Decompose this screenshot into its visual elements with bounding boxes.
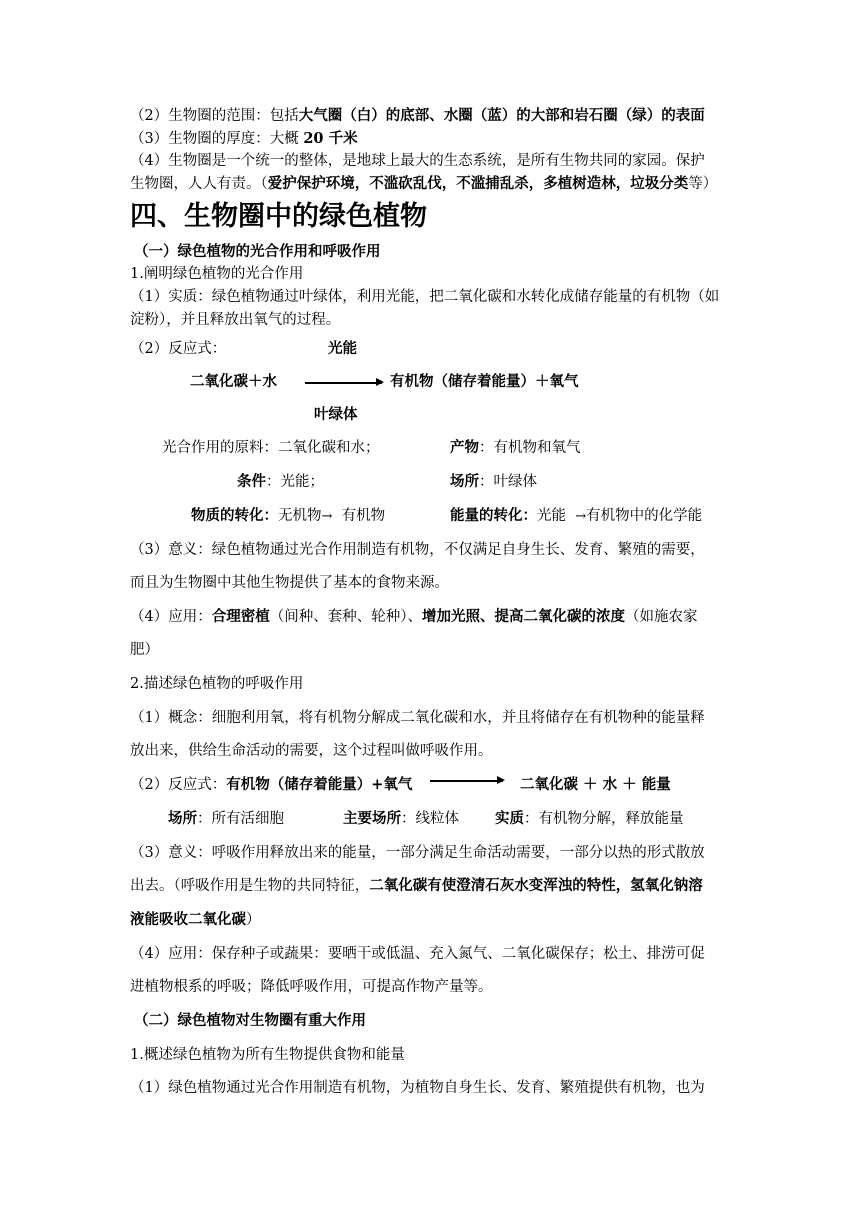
paragraph-line: （3）意义：绿色植物通过光合作用制造有机物，不仅满足自身生长、发育、繁殖的需要， <box>130 542 705 558</box>
paragraph-line <box>130 876 703 896</box>
point-title: 2.描述绿色植物的呼吸作用 <box>130 676 304 692</box>
text: ） <box>246 912 261 928</box>
equation-reactants: 二氧化碳＋水 <box>190 373 277 390</box>
fact-sep: ： <box>479 440 494 456</box>
fact-label: 场所 <box>450 473 479 490</box>
fact-sep: ： <box>263 507 278 524</box>
subsection-heading: （二）绿色植物对生物圈有重大作用 <box>134 1012 366 1029</box>
biosphere-protect-line <box>130 174 717 194</box>
paragraph-line: （4）应用：保存种子或蔬果：要晒干或低温、充入氮气、二氧化碳保存；松土、排涝可促 <box>130 946 705 962</box>
fact-label: 光合作用的原料 <box>162 440 264 456</box>
fact-matter-conversion <box>191 506 385 527</box>
equation-products: 有机物（储存着能量）＋氧气 <box>390 373 579 390</box>
equation-reactants: 有机物（储存着能量）+氧气 <box>226 776 413 793</box>
paragraph-line: 进植物根系的呼吸；降低呼吸作用，可提高作物产量等。 <box>130 979 493 995</box>
section-heading: 四、生物圈中的绿色植物 <box>130 201 427 232</box>
fact-label: 场所 <box>168 810 197 827</box>
equation-products: 二氧化碳 ＋ 水 ＋ 能量 <box>520 776 671 793</box>
point-title: 1.概述绿色植物为所有生物提供食物和能量 <box>130 1047 405 1063</box>
paragraph-line: 而且为生物圈中其他生物提供了基本的食物来源。 <box>130 575 449 591</box>
fact-sep: ： <box>522 507 537 524</box>
text: （4）应用： <box>130 609 212 625</box>
text: （2）生物圈的范围：包括 <box>130 108 299 124</box>
text: 出去。（呼吸作用是生物的共同特征， <box>130 878 370 894</box>
fact-label: 条件 <box>237 473 266 490</box>
reaction-arrow <box>430 780 503 782</box>
fact-raw-materials <box>162 438 380 458</box>
fact-value: 有机物 <box>341 508 386 524</box>
point-title: 1.阐明绿色植物的光合作用 <box>130 266 304 282</box>
fact-value: 二氧化碳和水； <box>278 440 380 456</box>
text: 生物圈，人人有责。（ <box>130 176 268 192</box>
application-line <box>130 607 697 627</box>
bold-text: 液能吸收二氧化碳 <box>130 911 246 928</box>
fact-value: 线粒体 <box>415 811 459 827</box>
bold-text: 合理密植 <box>211 608 270 625</box>
biosphere-whole-line <box>130 151 705 171</box>
paragraph-line: （1）实质：绿色植物通过叶绿体，利用光能，把二氧化碳和水转化成储存能量的有机物（如 <box>130 289 720 305</box>
text: 等） <box>688 176 718 192</box>
paragraph-line <box>130 910 261 930</box>
text: （3）生物圈的厚度：大概 <box>130 131 304 147</box>
arrow-icon: → <box>321 509 333 524</box>
biosphere-range-line <box>130 106 705 126</box>
fact-sep: ： <box>479 474 494 490</box>
paragraph-line: 淀粉），并且释放出氧气的过程。 <box>130 312 341 328</box>
text: （如施农家 <box>624 609 698 625</box>
bold-text: 爱护保护环境，不滥砍乱伐，不滥捕乱杀，多植树造林，垃圾分类 <box>267 175 689 192</box>
fact-essence <box>495 809 684 829</box>
fact-label: 实质 <box>495 810 524 827</box>
reaction-arrow <box>305 382 382 384</box>
fact-value: 叶绿体 <box>493 474 537 490</box>
text: （间种、套种、轮种）、 <box>269 609 422 625</box>
fact-label: 产物 <box>450 439 479 456</box>
subsection-heading: （一）绿色植物的光合作用和呼吸作用 <box>134 243 381 260</box>
paragraph-line: （1）绿色植物通过光合作用制造有机物，为植物自身生长、发育、繁殖提供有机物，也为 <box>130 1080 705 1096</box>
text: （4）生物圈是一个统一的整体，是地球上最大的生态系统，是所有生物共同的家园。保护 <box>130 153 705 169</box>
fact-energy-conversion <box>450 506 702 527</box>
fact-value: 所有活细胞 <box>211 811 284 827</box>
paragraph-line: 放出来，供给生命活动的需要，这个过程叫做呼吸作用。 <box>130 743 493 759</box>
equation-condition-chlorophyll: 叶绿体 <box>314 406 358 423</box>
fact-site <box>450 472 537 492</box>
fact-label: 物质的转化 <box>191 507 264 524</box>
paragraph-line: 肥） <box>130 642 159 658</box>
bold-text: 二氧化碳有使澄清石灰水变浑浊的特性，氢氧化钠溶 <box>369 877 703 894</box>
fact-value: 有机物中的化学能 <box>586 508 703 524</box>
fact-sep: ： <box>263 440 278 456</box>
arrow-icon: → <box>575 509 587 524</box>
fact-value: 无机物 <box>278 508 322 524</box>
fact-value: 光能 <box>537 508 566 524</box>
fact-value: 光能； <box>280 474 324 490</box>
bold-text: 增加光照、提高二氧化碳的浓度 <box>421 608 625 625</box>
paragraph-line: （3）意义：呼吸作用释放出来的能量，一部分满足生命活动需要，一部分以热的形式散放 <box>130 845 705 861</box>
fact-products <box>450 438 581 458</box>
fact-site <box>168 809 284 829</box>
fact-main-site <box>343 809 459 829</box>
fact-conditions <box>237 472 324 492</box>
fact-label: 能量的转化 <box>450 507 523 524</box>
fact-sep: ： <box>401 811 416 827</box>
fact-value: 有机物分解，释放能量 <box>538 811 684 827</box>
fact-sep: ： <box>524 811 539 827</box>
respiration-equation <box>130 775 412 795</box>
fact-sep: ： <box>266 474 281 490</box>
bold-text: 20 千米 <box>303 130 358 147</box>
equation-label: （2）反应式： <box>130 777 227 793</box>
paragraph-line: （1）概念：细胞利用氧，将有机物分解成二氧化碳和水，并且将储存在有机物种的能量释 <box>130 710 705 726</box>
equation-condition-light: 光能 <box>328 340 357 357</box>
equation-label: （2）反应式： <box>130 341 227 357</box>
fact-sep: ： <box>197 811 212 827</box>
fact-label: 主要场所 <box>343 810 401 827</box>
bold-text: 大气圈（白）的底部、水圈（蓝）的大部和岩石圈（绿）的表面 <box>298 107 705 124</box>
biosphere-thickness-line <box>130 129 358 149</box>
fact-value: 有机物和氧气 <box>493 440 581 456</box>
